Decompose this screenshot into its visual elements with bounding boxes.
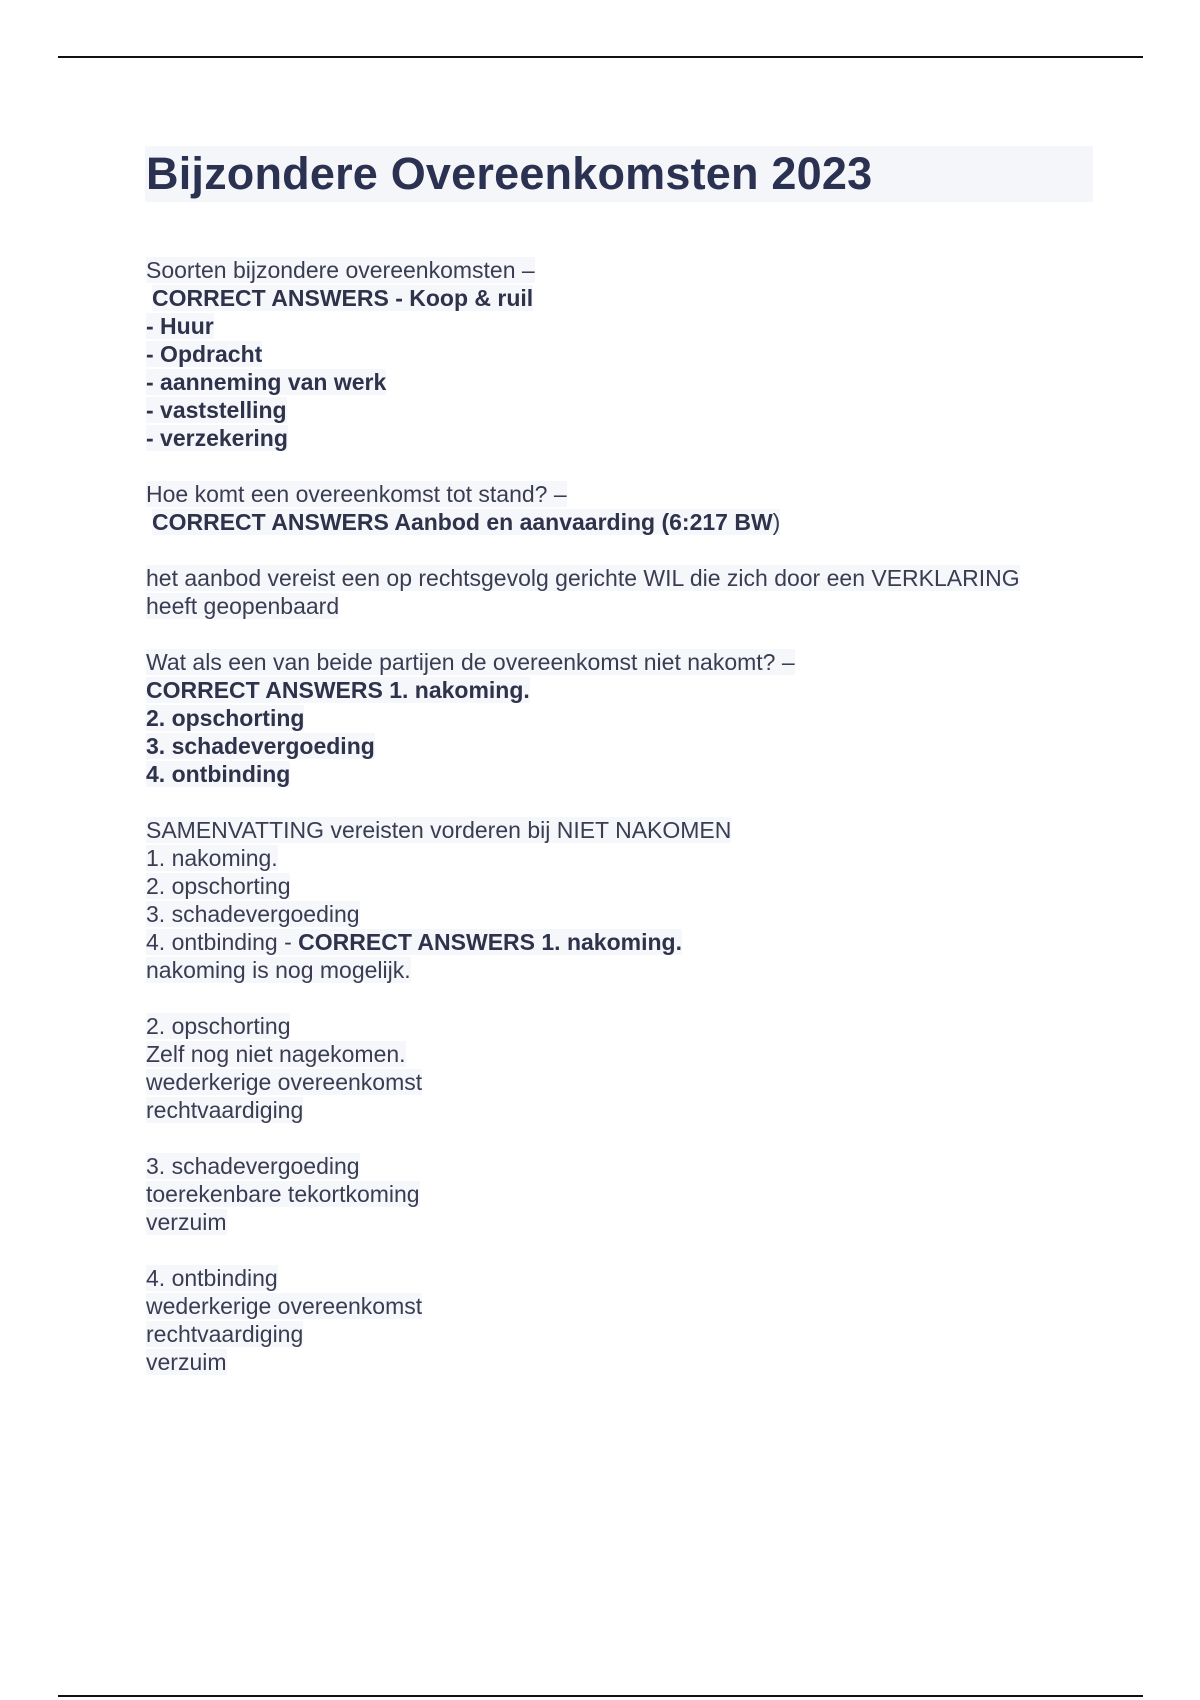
question-text: Hoe komt een overeenkomst tot stand? – <box>146 481 567 507</box>
answer-line: - vaststelling <box>146 397 287 423</box>
qa-block-4 <box>146 648 1086 788</box>
qa-block-3 <box>146 564 1086 620</box>
qa-block-2 <box>146 480 1086 536</box>
answer-text: CORRECT ANSWERS - Koop & ruil <box>152 285 534 311</box>
section-line: rechtvaardiging <box>146 1321 304 1347</box>
section-line: verzuim <box>146 1349 227 1375</box>
answer-tail: ) <box>772 509 781 535</box>
section-line: toerekenbare tekortkoming <box>146 1181 420 1207</box>
section-line: Zelf nog niet nagekomen. <box>146 1041 406 1067</box>
summary-heading: SAMENVATTING vereisten vorderen bij NIET NAKOMEN <box>146 817 732 843</box>
summary-line: 1. nakoming. <box>146 845 278 871</box>
bottom-rule <box>58 1695 1143 1697</box>
answer-line: 3. schadevergoeding <box>146 733 375 759</box>
answer-line: - Opdracht <box>146 341 263 367</box>
answer-text: CORRECT ANSWERS Aanbod en aanvaarding (6:217 BW <box>152 509 773 535</box>
section-line: 4. ontbinding <box>146 1265 278 1291</box>
section-line: verzuim <box>146 1209 227 1235</box>
qa-block-5 <box>146 816 1086 984</box>
section-line: wederkerige overeenkomst <box>146 1069 423 1095</box>
section-line: wederkerige overeenkomst <box>146 1293 423 1319</box>
body-text-line: het aanbod vereist een op rechtsgevolg gerichte WIL die zich door een VERKLARING <box>146 565 1020 591</box>
answer-line: 4. ontbinding <box>146 761 291 787</box>
qa-block-7 <box>146 1152 1086 1236</box>
summary-line: nakoming is nog mogelijk. <box>146 957 411 983</box>
qa-block-8 <box>146 1264 1086 1376</box>
document-title: Bijzondere Overeenkomsten 2023 <box>146 148 873 199</box>
section-line: rechtvaardiging <box>146 1097 304 1123</box>
question-text: Soorten bijzondere overeenkomsten – <box>146 257 535 283</box>
summary-line: 2. opschorting <box>146 873 291 899</box>
qa-block-6 <box>146 1012 1086 1124</box>
answer-line: - Huur <box>146 313 214 339</box>
section-line: 2. opschorting <box>146 1013 291 1039</box>
summary-line: 4. ontbinding - <box>146 929 299 955</box>
section-line: 3. schadevergoeding <box>146 1153 360 1179</box>
answer-line: - aanneming van werk <box>146 369 387 395</box>
answer-text: CORRECT ANSWERS 1. nakoming. <box>298 929 682 955</box>
document-body <box>146 256 1086 1404</box>
question-text: Wat als een van beide partijen de overeenkomst niet nakomt? – <box>146 649 795 675</box>
summary-line: 3. schadevergoeding <box>146 901 360 927</box>
qa-block-1 <box>146 256 1086 452</box>
body-text-line: heeft geopenbaard <box>146 593 340 619</box>
answer-line: - verzekering <box>146 425 288 451</box>
top-rule <box>58 56 1143 58</box>
answer-line: 2. opschorting <box>146 705 305 731</box>
answer-line: CORRECT ANSWERS 1. nakoming. <box>146 677 530 703</box>
